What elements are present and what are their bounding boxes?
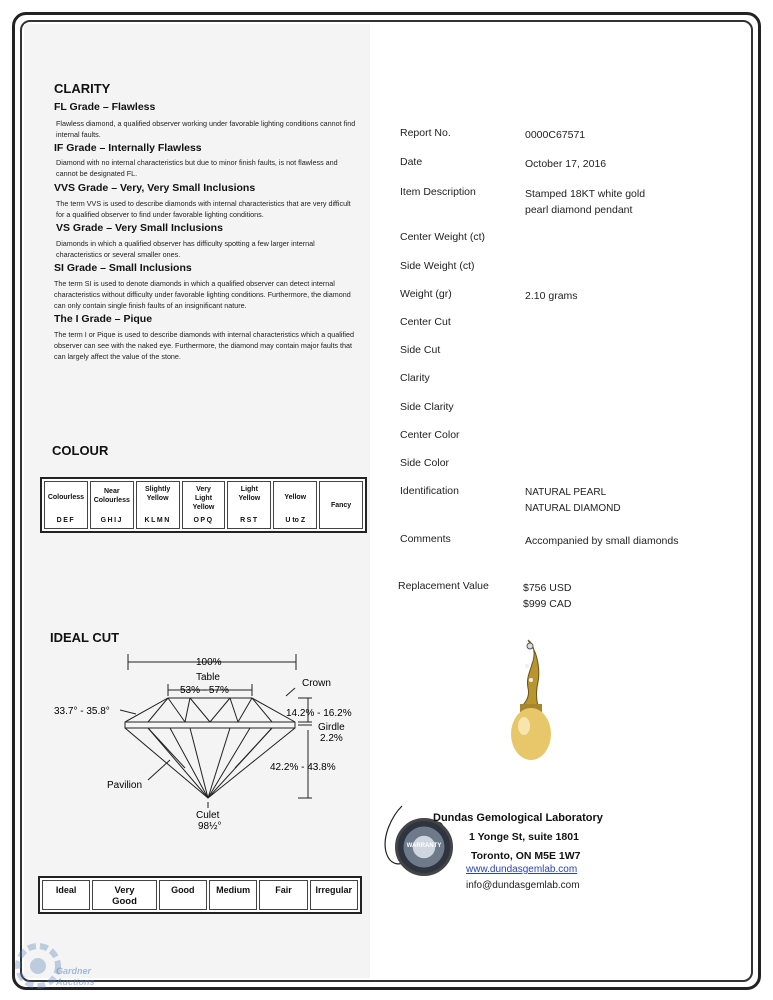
colour-cell-label: Light Yellow <box>238 486 261 502</box>
label-center-weight: Center Weight (ct) <box>400 231 485 243</box>
colour-cell-very-light-yellow <box>182 481 226 529</box>
pavilion-depth-label: 42.2% - 43.8% <box>270 762 336 773</box>
lab-address-1: 1 Yonge St, suite 1801 <box>469 831 579 843</box>
seal-text: WARRANTY <box>406 843 442 849</box>
colour-cell-label: Slightly Yellow <box>145 486 171 502</box>
value-replacement-cad: $999 CAD <box>523 598 572 610</box>
colour-cell-colourless <box>44 481 88 529</box>
diamond-cut-diagram <box>40 648 370 838</box>
colour-cell-label: Yellow <box>284 494 307 501</box>
clarity-heading: CLARITY <box>54 81 111 96</box>
label-identification: Identification <box>400 485 459 497</box>
colour-cell-label: Near Colourless <box>93 488 130 504</box>
girdle-pct-label: 2.2% <box>320 733 343 744</box>
grade-vs-title: VS Grade – Very Small Inclusions <box>56 222 223 234</box>
colour-scale-table <box>40 477 367 533</box>
lab-email: info@dundasgemlab.com <box>466 880 580 891</box>
colour-cell-fancy <box>319 481 363 529</box>
value-item-description: Stamped 18KT white gold <box>525 188 646 200</box>
value-item-description-2: pearl diamond pendant <box>525 204 633 216</box>
colour-cell-near-colourless <box>90 481 134 529</box>
grade-i-desc: The term I or Pique is used to describe diamonds with internal characteristics which a qualified observer can see with the naked eye. Furthermore, the diamond may contain major faults that can largely affect the value of the stone. <box>54 330 355 361</box>
value-report-no: 0000C67571 <box>525 129 586 141</box>
warranty-seal <box>395 818 453 876</box>
cut-grade-medium: Medium <box>209 880 257 910</box>
lab-website-link[interactable]: www.dundasgemlab.com <box>466 864 578 875</box>
colour-cell-label: Colourless <box>47 494 85 501</box>
label-report-no: Report No. <box>400 127 451 139</box>
label-replacement-value: Replacement Value <box>398 580 489 592</box>
girdle-label: Girdle <box>318 722 345 733</box>
culet-label: Culet <box>196 810 220 821</box>
grade-vs-desc: Diamonds in which a qualified observer has difficulty spotting a few larger internal characteristics or several smaller ones. <box>56 239 315 259</box>
label-date: Date <box>400 156 423 168</box>
cut-grade-table <box>38 876 362 914</box>
label-side-cut: Side Cut <box>400 344 441 356</box>
grade-si-title: SI Grade – Small Inclusions <box>54 262 192 274</box>
watermark-text-1: Gardner <box>56 966 92 976</box>
cut-grade-ideal: Ideal <box>42 880 90 910</box>
table-range-label: 53% - 57% <box>180 685 229 696</box>
colour-cell-letters: RST <box>240 517 259 524</box>
cut-grade-irregular: Irregular <box>310 880 358 910</box>
colour-cell-letters: U to Z <box>285 517 306 524</box>
pendant-photo <box>500 636 560 766</box>
colour-cell-light-yellow <box>227 481 271 529</box>
grade-fl-title: FL Grade – Flawless <box>54 101 156 113</box>
lab-name: Dundas Gemological Laboratory <box>433 812 603 824</box>
colour-cell-letters: GHIJ <box>100 517 123 524</box>
value-replacement-usd: $756 USD <box>523 582 572 594</box>
grade-if-desc: Diamond with no internal characteristics but due to minor finish faults, is not flawless and cannot be designated FL. <box>56 158 338 178</box>
crown-height-label: 14.2% - 16.2% <box>286 708 352 719</box>
lab-address-2: Toronto, ON M5E 1W7 <box>471 850 581 862</box>
label-comments: Comments <box>400 533 451 545</box>
colour-cell-slightly-yellow <box>136 481 180 529</box>
value-identification-2: NATURAL DIAMOND <box>525 503 621 514</box>
colour-cell-label: Very Light Yellow <box>192 486 215 511</box>
culet-angle-label: 98½° <box>198 821 222 832</box>
value-date: October 17, 2016 <box>525 158 607 170</box>
colour-cell-label: Fancy <box>330 501 352 509</box>
watermark-text-2: Auctions <box>56 977 95 987</box>
pavilion-label: Pavilion <box>107 780 143 791</box>
colour-cell-letters: OPQ <box>193 517 214 524</box>
label-clarity: Clarity <box>400 372 430 384</box>
colour-cell-yellow <box>273 481 317 529</box>
label-side-weight: Side Weight (ct) <box>400 260 475 272</box>
ideal-cut-heading: IDEAL CUT <box>50 630 120 645</box>
colour-cell-letters: KLMN <box>144 517 171 524</box>
cut-grade-fair: Fair <box>259 880 307 910</box>
value-comments: Accompanied by small diamonds <box>525 535 679 547</box>
value-identification: NATURAL PEARL <box>525 487 607 498</box>
colour-cell-letters: DEF <box>56 517 76 524</box>
width-label: 100% <box>196 657 222 668</box>
table-label: Table <box>196 672 220 683</box>
crown-label: Crown <box>302 678 331 689</box>
crown-angle-label: 33.7° - 35.8° <box>54 706 110 717</box>
label-side-clarity: Side Clarity <box>400 401 454 413</box>
cut-grade-good: Good <box>159 880 207 910</box>
watermark-text <box>56 966 95 988</box>
label-item-description: Item Description <box>400 186 476 198</box>
label-center-cut: Center Cut <box>400 316 451 328</box>
value-weight: 2.10 grams <box>525 290 578 302</box>
grade-vvs-title: VVS Grade – Very, Very Small Inclusions <box>54 182 256 194</box>
label-weight: Weight (gr) <box>400 288 452 300</box>
grade-si-desc: The term SI is used to denote diamonds in which a qualified observer can detect internal characteristics without difficulty under favorable lighting conditions. Furthermore, the diamond can only contain single finish faults of an insignificant nature. <box>54 279 351 310</box>
grade-vvs-desc: The term VVS is used to describe diamonds with internal characteristics that are very difficult for a qualified observer to find under favorable lighting conditions. <box>56 199 351 219</box>
cut-grade-very-good: Very Good <box>92 880 156 910</box>
grade-if-title: IF Grade – Internally Flawless <box>54 142 202 154</box>
label-side-color: Side Color <box>400 457 450 469</box>
grade-fl-desc: Flawless diamond, a qualified observer working under favorable lighting conditions cannot find internal faults. <box>56 119 356 139</box>
colour-heading: COLOUR <box>52 443 109 458</box>
grade-i-title: The I Grade – Pique <box>54 313 153 325</box>
label-center-color: Center Color <box>400 429 460 441</box>
